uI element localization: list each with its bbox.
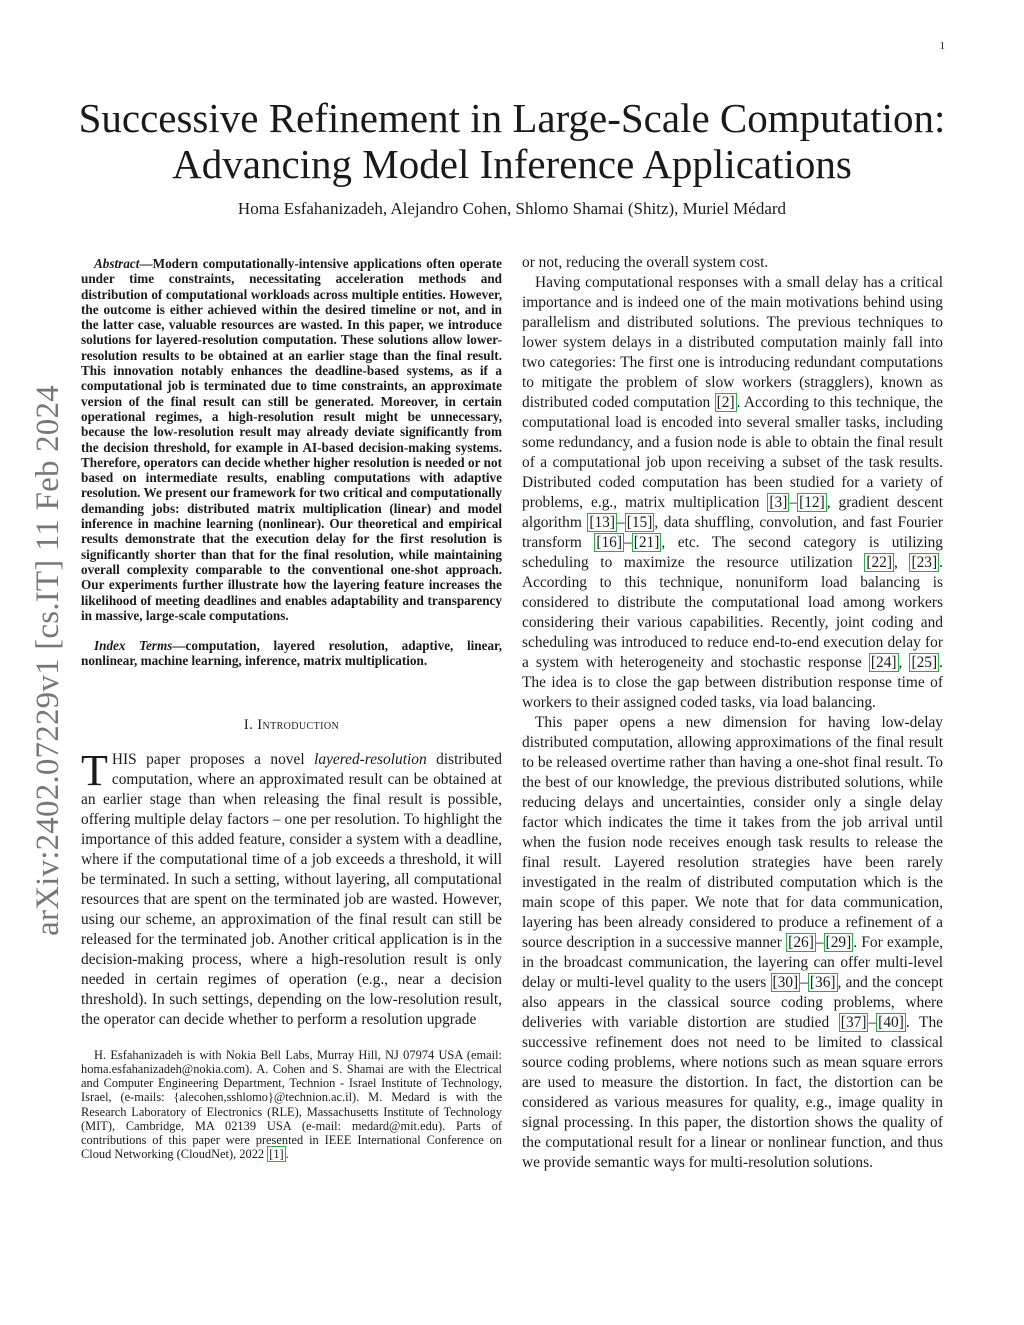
- paper-title: Successive Refinement in Large-Scale Computation: Advancing Model Inference Applications: [78, 95, 946, 187]
- index-terms: [81, 638, 502, 669]
- intro-paragraph-1: [81, 745, 502, 1030]
- intro-paragraph-2: Having computational responses with a small delay has a critical importance and is indeed one of the main motivations behind using parallelism and distributed solutions. The previous techniques to lower system delays in a distributed computation mainly fall into two categories: The first one is introducing redundant computations to mitigate the problem of slow workers (stragglers), known as distributed coded computation [2] . According to this technique, the computational load is encoded into several smaller tasks, including some redundancy, and a fusion node is able to obtain the final result of a computational job upon receiving a subset of the task results. Distributed coded computation has been studied for a variety of problems, e.g., matrix multiplication [3] – [12] , gradient descent algorithm [13] – [15] , data shuffling, convolution, and fast Fourier transform [16] – [21] , etc. The second category is utilizing scheduling to maximize the resource utilization [22] , [23] . According to this technique, nonuniform load balancing is considered to distribute the computational load among workers considering their various capabilities. Recently, joint coding and scheduling was introduced to reduce end-to-end execution delay for a system with heterogeneity and stochastic response [24] , [25] . The idea is to close the gap between distribution response time of workers to their assigned coded tasks, via load balancing.: [522, 274, 944, 711]
- citation-link[interactable]: [3]: [769, 494, 788, 511]
- intro-paragraph-3: This paper opens a new dimension for having low-delay distributed computation, allowing approximations of the final result to be released overtime rather than having a one-shot final result. To the best of our knowledge, the previous distributed solutions, while reducing delays and uncertainties, consider only a single delay factor which indicates the time it takes from the job arrival until when the fusion node receives enough task results to release the final result. Layered resolution strategies have been rarely investigated in the realm of distributed computation which is the main scope of this paper. We note that for data communication, layering has been already considered to produce a refinement of a source description in a successive manner [26] – [29] . For example, in the broadcast communication, the layering can offer multi-level delay or multi-level quality to the users [30] – [36] , and the concept also appears in the classical source coding problems, where deliveries with variable distortion are studied [37] – [40] . The successive refinement does not need to be limited to classical source coding problems, where notions such as mean square errors are used to measure the distortion. In fact, the distortion can be considered as various measures for quality, e.g., image quality in signal processing. In this paper, the distortion shows the quality of the computational result for a linear or nonlinear function, and thus we provide semantic ways for multi-resolution solutions.: [522, 714, 943, 1171]
- citation-link[interactable]: [25]: [911, 654, 938, 671]
- intro-p1-text-b: distributed computation, where an approximated result can be obtained at an earlier stage than when releasing the final result is possible, offering multiple delay factors – one per resolution. To highlight the importance of this added feature, consider a system with a deadline, where if the computational time of a job exceeds a threshold, it will be terminated. In such a setting, without layering, all computational resources that are spent on the terminated job are wasted. However, using our scheme, an approximation of the final result can still be released for the terminated job. Another critical application is in the decision-making process, where a high-resolution result is only needed in certain regimes of operation (e.g., near a decision threshold). In such settings, depending on the low-resolution result, the operator can decide whether to perform a resolution upgrade: [81, 750, 502, 1028]
- citation-link[interactable]: [24]: [870, 654, 897, 671]
- arxiv-identifier-stamp: [28, 370, 68, 950]
- citation-link[interactable]: [12]: [799, 494, 825, 511]
- citation-link[interactable]: [16]: [596, 534, 623, 551]
- citation-link[interactable]: [13]: [589, 514, 615, 531]
- abstract-label: Abstract: [94, 256, 140, 271]
- citation-link[interactable]: [29]: [825, 934, 852, 951]
- citation-link[interactable]: [40]: [878, 1014, 904, 1031]
- citation-link[interactable]: [15]: [626, 514, 653, 531]
- right-column: [522, 253, 943, 1173]
- section-name: Introduction: [257, 716, 340, 733]
- citation-link[interactable]: [37]: [840, 1014, 867, 1031]
- citation-link[interactable]: [22]: [866, 554, 892, 571]
- citation-link[interactable]: [2]: [716, 394, 735, 411]
- abstract: [81, 256, 502, 623]
- intro-p1-text-a: HIS paper proposes a novel: [111, 750, 315, 768]
- index-terms-label: Index Terms: [94, 638, 173, 654]
- citation-link[interactable]: [21]: [633, 534, 660, 551]
- section-numeral: I.: [243, 716, 254, 733]
- citation-link[interactable]: [30]: [772, 974, 799, 991]
- drop-cap: T: [81, 745, 108, 795]
- section-heading-introduction: [81, 717, 502, 734]
- abstract-text: —Modern computationally-intensive applications often operate under time constraints, necessitating acceleration methods and distribution of computational workloads across multiple entities. However, the outcome is either achieved within the desired timeline or not, and in the latter case, valuable resources are wasted. In this paper, we introduce solutions for layered-resolution computation. These solutions allow lower-resolution results to be obtained at an earlier stage than the final result. This innovation notably enhances the deadline-based systems, as if a computational job is terminated due to time constraints, an approximate version of the final result can still be generated. Moreover, in certain operational regimes, a high-resolution result might be unnecessary, because the low-resolution result may already deviate significantly from the decision threshold, for example in AI-based decision-making systems. Therefore, operators can decide whether higher resolution is needed or not based on intermediate results, enabling computations with adaptive resolution. We present our framework for two critical and computationally demanding jobs: distributed matrix multiplication (linear) and model inference in machine learning (nonlinear). Our theoretical and empirical results demonstrate that the execution delay for the first resolution is significantly shorter than that for the final resolution, while maintaining overall complexity comparable to the conventional one-shot approach. Our experiments further illustrate how the layering feature increases the likelihood of meeting deadlines and enables adaptability and transparency in massive, large-scale computations.: [81, 256, 502, 623]
- footnote-text: H. Esfahanizadeh is with Nokia Bell Labs, Murray Hill, NJ 07974 USA (email: homa.esfahanizadeh@nokia.com). A. Cohen and S. Shamai are with the Electrical and Computer Engineering Department, Technion - Israel Institute of Technology, Israel, (e-mails: {alecohen,sshlomo}@technion.ac.il). M. Medard is with the Research Laboratory of Electronics (RLE), Massachusetts Institute of Technology (MIT), Cambridge, MA 02139 USA (e-mail: medard@mit.edu). Parts of contributions of this paper were presented in IEEE International Conference on Cloud Networking (CloudNet), 2022: [81, 1047, 502, 1162]
- arxiv-identifier-text: arXiv:2402.07229v1 [cs.IT] 11 Feb 2024: [29, 384, 66, 936]
- citation-link[interactable]: [1]: [269, 1147, 284, 1162]
- citation-link[interactable]: [26]: [788, 934, 814, 951]
- intro-paragraph-1-continued: or not, reducing the overall system cost.: [522, 254, 769, 271]
- left-column: [81, 256, 502, 1161]
- intro-p1-emphasis: layered-resolution: [314, 750, 427, 768]
- author-list: Homa Esfahanizadeh, Alejandro Cohen, Shlomo Shamai (Shitz), Muriel Médard: [237, 199, 787, 218]
- author-affiliation-footnote: H. Esfahanizadeh is with Nokia Bell Labs, Murray Hill, NJ 07974 USA (email: homa.esfahanizadeh@nokia.com). A. Cohen and S. Shamai are with the Electrical and Computer Engineering Department, Technion - Israel Institute of Technology, Israel, (e-mails: {alecohen,sshlomo}@technion.ac.il). M. Medard is with the Research Laboratory of Electronics (RLE), Massachusetts Institute of Technology (MIT), Cambridge, MA 02139 USA (e-mail: medard@mit.edu). Parts of contributions of this paper were presented in IEEE International Conference on Cloud Networking (CloudNet), 2022 [1] .: [81, 1047, 502, 1162]
- citation-link[interactable]: [36]: [809, 974, 836, 991]
- citation-link[interactable]: [23]: [911, 554, 938, 571]
- index-terms-text: —computation, layered resolution, adaptive, linear, nonlinear, machine learning, inference, matrix multiplication.: [81, 638, 502, 669]
- page-number: 1: [939, 40, 945, 52]
